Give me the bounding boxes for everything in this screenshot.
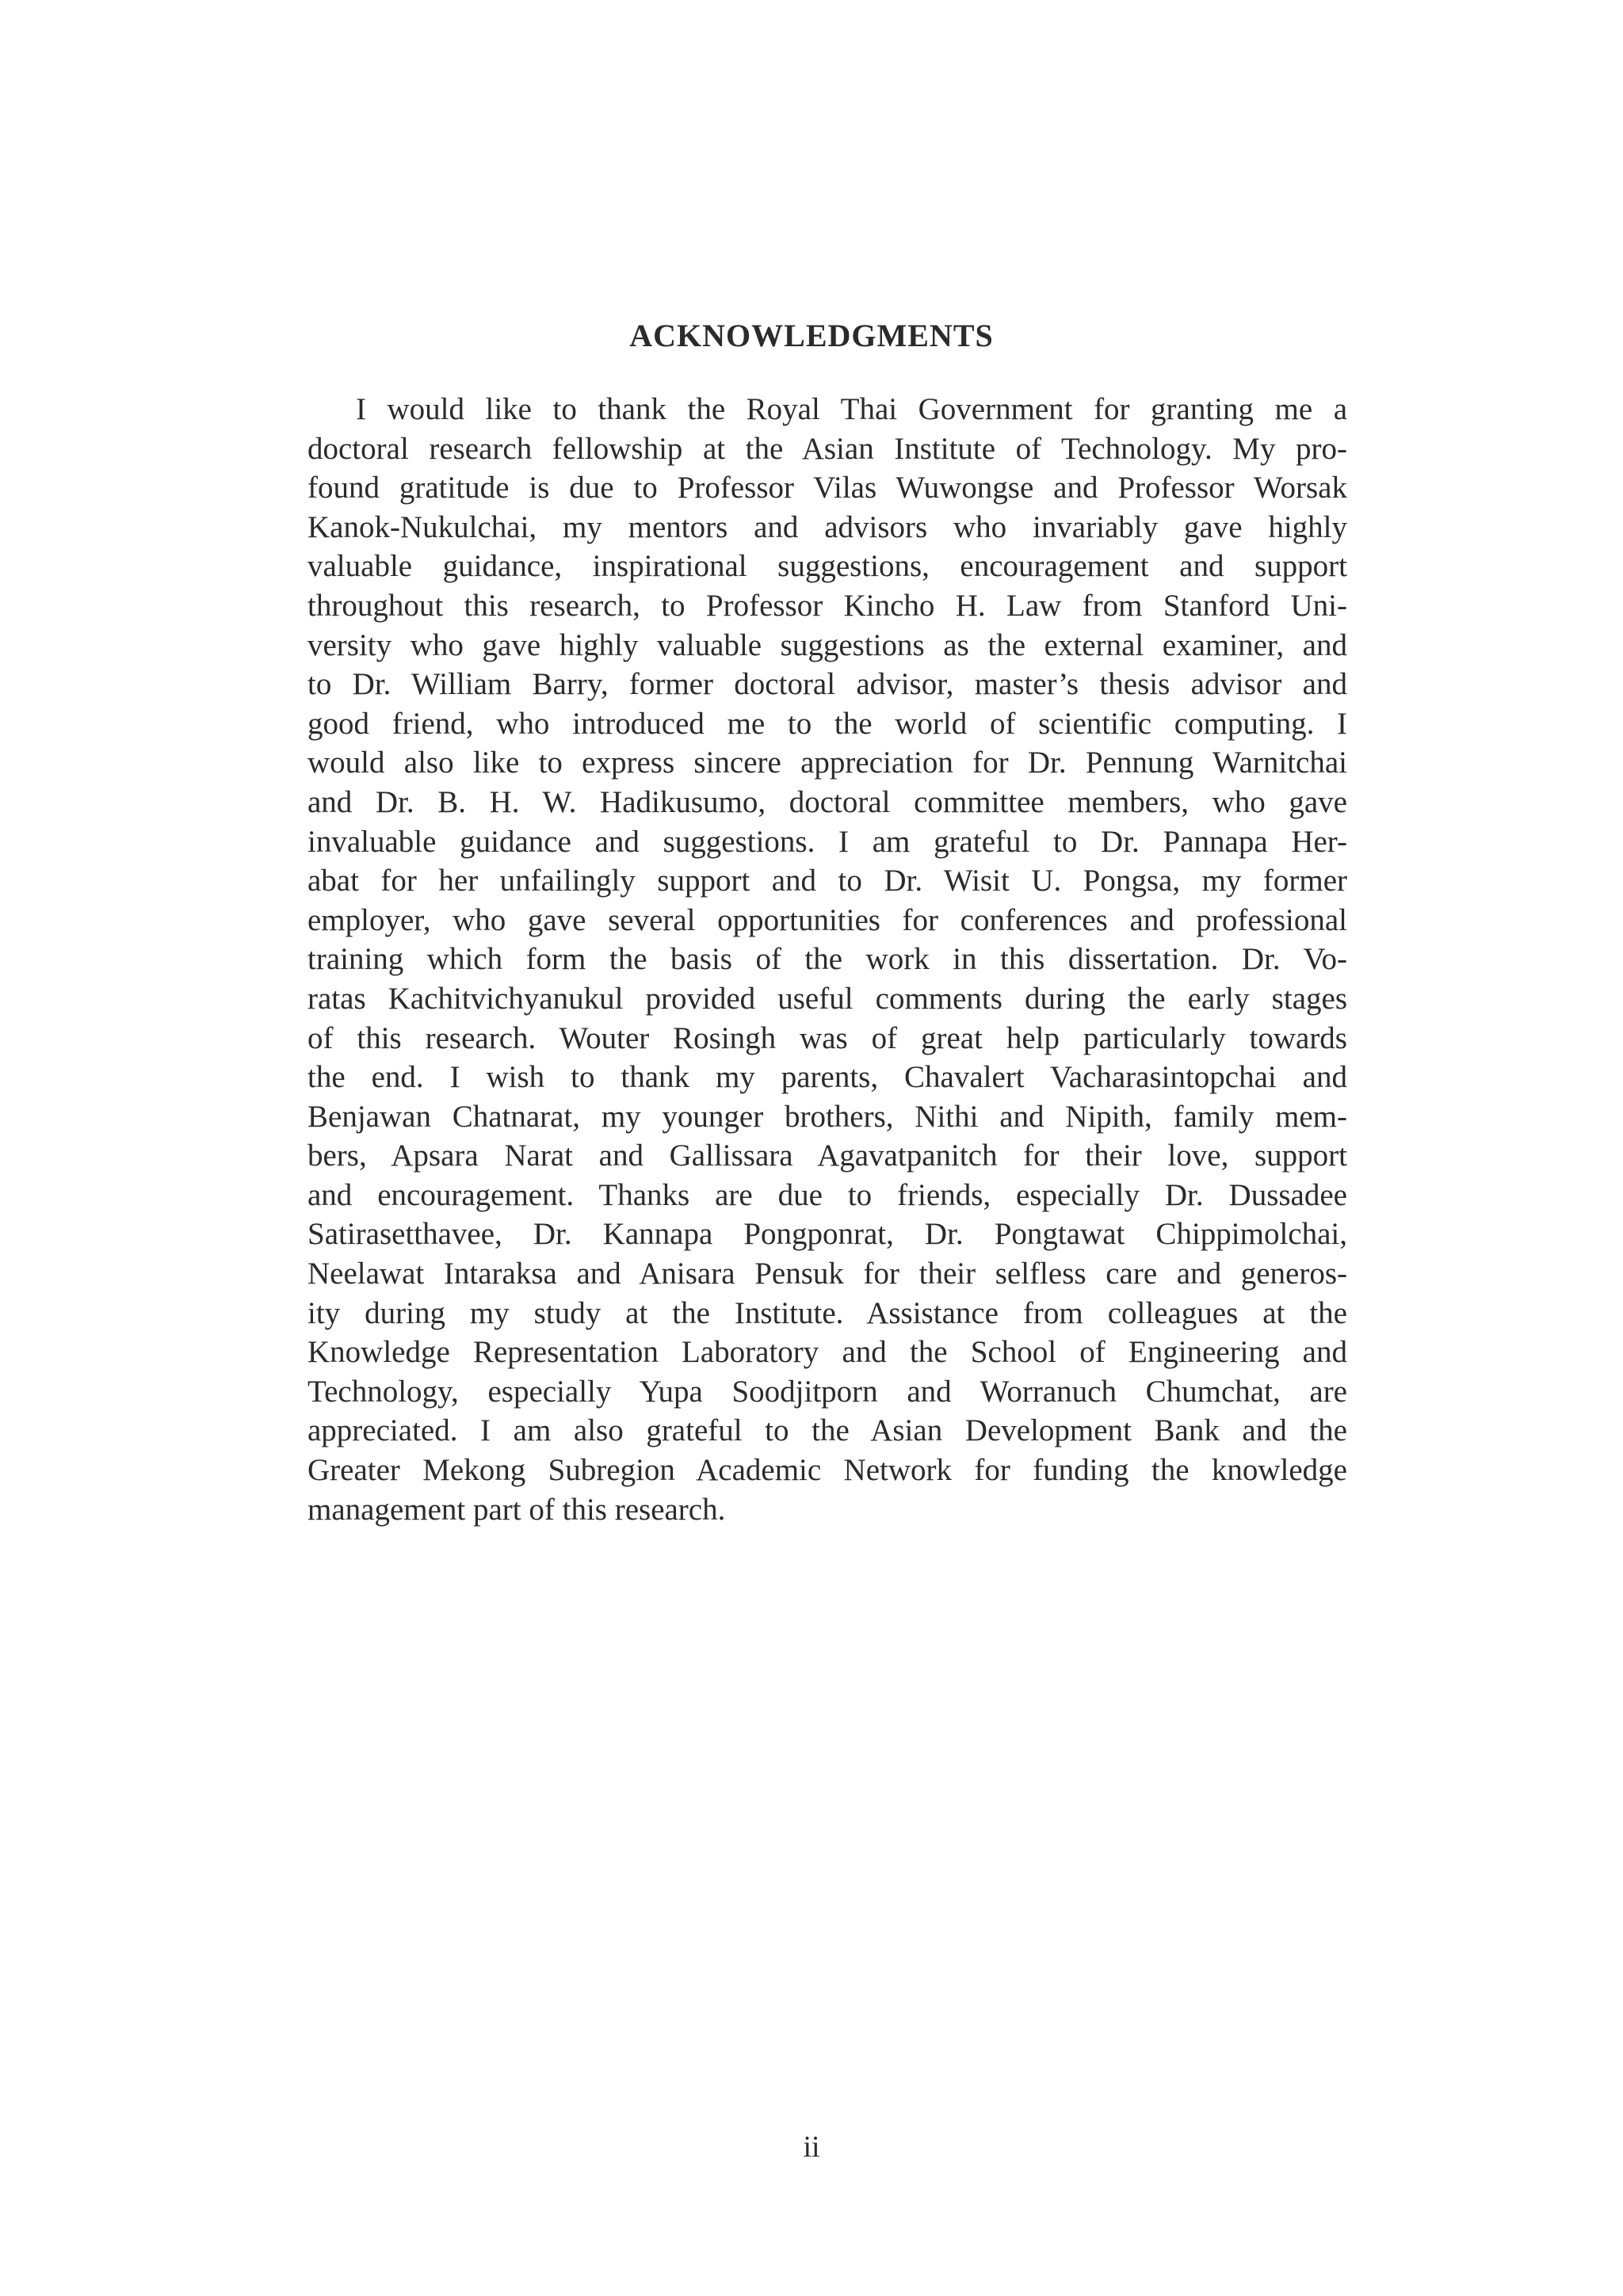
paragraph-line: abat for her unfailingly support and to Dr. Wisit U. Pongsa, my former	[307, 864, 1347, 898]
paragraph-line: appreciated. I am also grateful to the Asian Development Bank and the	[307, 1413, 1347, 1448]
paragraph-line: of this research. Wouter Rosingh was of great help particularly towards	[307, 1020, 1347, 1055]
page-title: ACKNOWLEDGMENTS	[629, 318, 994, 353]
paragraph-line: good friend, who introduced me to the world of scientific computing. I	[307, 706, 1347, 741]
paragraph-line: ity during my study at the Institute. Assistance from colleagues at the	[307, 1295, 1347, 1330]
paragraph-line: the end. I wish to thank my parents, Chavalert Vacharasintopchai and	[307, 1060, 1347, 1095]
paragraph-line: Knowledge Representation Laboratory and the School of Engineering and	[307, 1335, 1347, 1370]
paragraph-line: doctoral research fellowship at the Asian Institute of Technology. My pro-	[307, 431, 1347, 466]
paragraph-line: I would like to thank the Royal Thai Government for granting me a	[356, 392, 1347, 426]
paragraph-line: Greater Mekong Subregion Academic Network for funding the knowledge	[307, 1453, 1347, 1488]
paragraph-line: throughout this research, to Professor Kincho H. Law from Stanford Uni-	[307, 588, 1347, 623]
paragraph-line: valuable guidance, inspirational suggestions, encouragement and support	[307, 549, 1347, 584]
page-number: ii	[803, 2130, 820, 2164]
paragraph-line: training which form the basis of the work in this dissertation. Dr. Vo-	[307, 942, 1347, 977]
paragraph-line: employer, who gave several opportunities for conferences and professional	[307, 902, 1347, 937]
paragraph-line: found gratitude is due to Professor Vilas Wuwongse and Professor Worsak	[307, 471, 1347, 505]
paragraph-line: Satirasetthavee, Dr. Kannapa Pongponrat, Dr. Pongtawat Chippimolchai,	[307, 1217, 1347, 1252]
paragraph-line: and encouragement. Thanks are due to friends, especially Dr. Dussadee	[307, 1177, 1347, 1212]
paragraph-line: and Dr. B. H. W. Hadikusumo, doctoral committee members, who gave	[307, 784, 1347, 819]
paragraph-line: Technology, especially Yupa Soodjitporn and Worranuch Chumchat, are	[307, 1374, 1347, 1409]
paragraph-line: ratas Kachitvichyanukul provided useful comments during the early stages	[307, 981, 1347, 1016]
paragraph-line: to Dr. William Barry, former doctoral advisor, master’s thesis advisor and	[307, 667, 1347, 702]
paragraph-line: bers, Apsara Narat and Gallissara Agavatpanitch for their love, support	[307, 1138, 1347, 1173]
paragraph-line: would also like to express sincere appreciation for Dr. Pennung Warnitchai	[307, 746, 1347, 780]
acknowledgments-paragraph	[307, 390, 1347, 1529]
paragraph-line: versity who gave highly valuable suggestions as the external examiner, and	[307, 627, 1347, 662]
paragraph-line: invaluable guidance and suggestions. I am grateful to Dr. Pannapa Her-	[307, 824, 1347, 859]
paragraph-line: Neelawat Intaraksa and Anisara Pensuk for their selfless care and generos-	[307, 1257, 1347, 1291]
paragraph-line: management part of this research.	[307, 1492, 726, 1527]
paragraph-line: Kanok-Nukulchai, my mentors and advisors who invariably gave highly	[307, 509, 1347, 544]
paragraph-line: Benjawan Chatnarat, my younger brothers, Nithi and Nipith, family mem-	[307, 1099, 1347, 1134]
